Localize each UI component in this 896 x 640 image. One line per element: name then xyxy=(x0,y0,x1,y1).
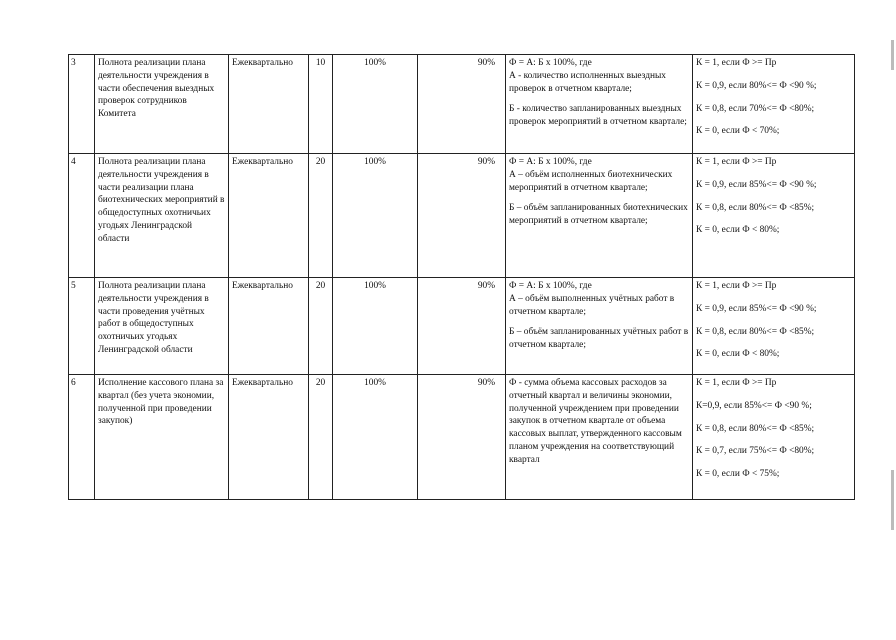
row-number: 5 xyxy=(69,278,95,375)
coef-line: К = 0,9, если 80%<= Ф <90 %; xyxy=(696,80,817,91)
coef-line: К = 0,9, если 85%<= Ф <90 %; xyxy=(696,303,817,314)
coef-line: К = 0,8, если 80%<= Ф <85%; xyxy=(696,423,815,434)
coef-line: К = 1, если Ф >= Пр xyxy=(696,378,777,388)
formula-line: Ф = А: Б х 100%, где xyxy=(509,281,592,291)
coef-line: К = 0,8, если 80%<= Ф <85%; xyxy=(696,202,815,213)
indicator-name: Исполнение кассового плана за квартал (без учета экономии, полученной при проведении закупок) xyxy=(95,375,229,500)
indicator-name: Полнота реализации плана деятельности учреждения в части реализации плана биотехнических мероприятий в общедоступных охотничьих угодьях Ленинградской области xyxy=(95,154,229,278)
indicator-threshold: 90% xyxy=(418,154,506,278)
row-number: 6 xyxy=(69,375,95,500)
coef-line: К=0,9, если 85%<= Ф <90 %; xyxy=(696,400,812,411)
table-row xyxy=(69,154,855,278)
indicator-plan: 100% xyxy=(333,278,418,375)
indicator-formula xyxy=(506,375,693,500)
coef-line: К = 1, если Ф >= Пр xyxy=(696,58,777,68)
coef-line: К = 0,9, если 85%<= Ф <90 %; xyxy=(696,179,817,190)
indicator-formula xyxy=(506,55,693,154)
coef-line: К = 1, если Ф >= Пр xyxy=(696,157,777,167)
formula-gap xyxy=(509,95,689,103)
kpi-table xyxy=(68,54,855,500)
formula-line: Б - количество запланированных выездных проверок мероприятий в отчетном квартале; xyxy=(509,104,687,128)
indicator-period: Ежеквартально xyxy=(229,375,309,500)
coef-line: К = 0, если Ф < 70%; xyxy=(696,126,780,137)
formula-gap xyxy=(509,194,689,202)
indicator-threshold: 90% xyxy=(418,375,506,500)
formula-line: А – объём выполненных учётных работ в отчетном квартале; xyxy=(509,293,675,317)
indicator-weight: 20 xyxy=(309,278,333,375)
row-number: 3 xyxy=(69,55,95,154)
coef-line: К = 1, если Ф >= Пр xyxy=(696,281,777,291)
scan-edge-mark xyxy=(891,470,894,530)
indicator-formula xyxy=(506,154,693,278)
indicator-period: Ежеквартально xyxy=(229,154,309,278)
coef-line: К = 0,8, если 80%<= Ф <85%; xyxy=(696,326,815,337)
indicator-period: Ежеквартально xyxy=(229,278,309,375)
formula-line: Ф = А: Б х 100%, где xyxy=(509,58,592,68)
coef-line: К = 0, если Ф < 80%; xyxy=(696,225,780,236)
indicator-weight: 20 xyxy=(309,154,333,278)
indicator-coefficients xyxy=(693,375,855,500)
formula-gap xyxy=(509,318,689,326)
indicator-coefficients xyxy=(693,278,855,375)
formula-line: Б – объём запланированных учётных работ в отчетном квартале; xyxy=(509,327,689,351)
table-row xyxy=(69,375,855,500)
indicator-coefficients xyxy=(693,55,855,154)
indicator-threshold: 90% xyxy=(418,278,506,375)
formula-line: Б – объём запланированных биотехнических мероприятий в отчетном квартале; xyxy=(509,203,688,227)
formula-line: Ф = А: Б х 100%, где xyxy=(509,157,592,167)
indicator-plan: 100% xyxy=(333,375,418,500)
table-row xyxy=(69,278,855,375)
indicator-formula xyxy=(506,278,693,375)
coef-line: К = 0, если Ф < 75%; xyxy=(696,469,780,480)
indicator-name: Полнота реализации плана деятельности учреждения в части проведения учётных работ в общедоступных охотничьих угодьях Ленинградской области xyxy=(95,278,229,375)
indicator-name: Полнота реализации плана деятельности учреждения в части обеспечения выездных проверок сотрудников Комитета xyxy=(95,55,229,154)
scan-edge-mark xyxy=(891,40,894,70)
formula-line: А – объём исполненных биотехнических мероприятий в отчетном квартале; xyxy=(509,169,673,193)
indicator-threshold: 90% xyxy=(418,55,506,154)
formula-line: А - количество исполненных выездных проверок в отчетном квартале; xyxy=(509,70,666,94)
indicator-weight: 10 xyxy=(309,55,333,154)
row-number: 4 xyxy=(69,154,95,278)
indicator-plan: 100% xyxy=(333,55,418,154)
indicator-plan: 100% xyxy=(333,154,418,278)
coef-line: К = 0,8, если 70%<= Ф <80%; xyxy=(696,103,815,114)
coef-line: К = 0, если Ф < 80%; xyxy=(696,349,780,360)
table-row xyxy=(69,55,855,154)
indicator-weight: 20 xyxy=(309,375,333,500)
indicator-coefficients xyxy=(693,154,855,278)
indicator-period: Ежеквартально xyxy=(229,55,309,154)
coef-line: К = 0,7, если 75%<= Ф <80%; xyxy=(696,446,815,457)
formula-line: Ф - сумма объема кассовых расходов за отчетный квартал и величины экономии, полученной учреждением при проведении закупок в отчетном квартале от объема кассовых выплат, утвержденного кассовым планом учреждения на соответствующий квартал xyxy=(509,378,682,465)
kpi-table-body xyxy=(69,55,855,500)
